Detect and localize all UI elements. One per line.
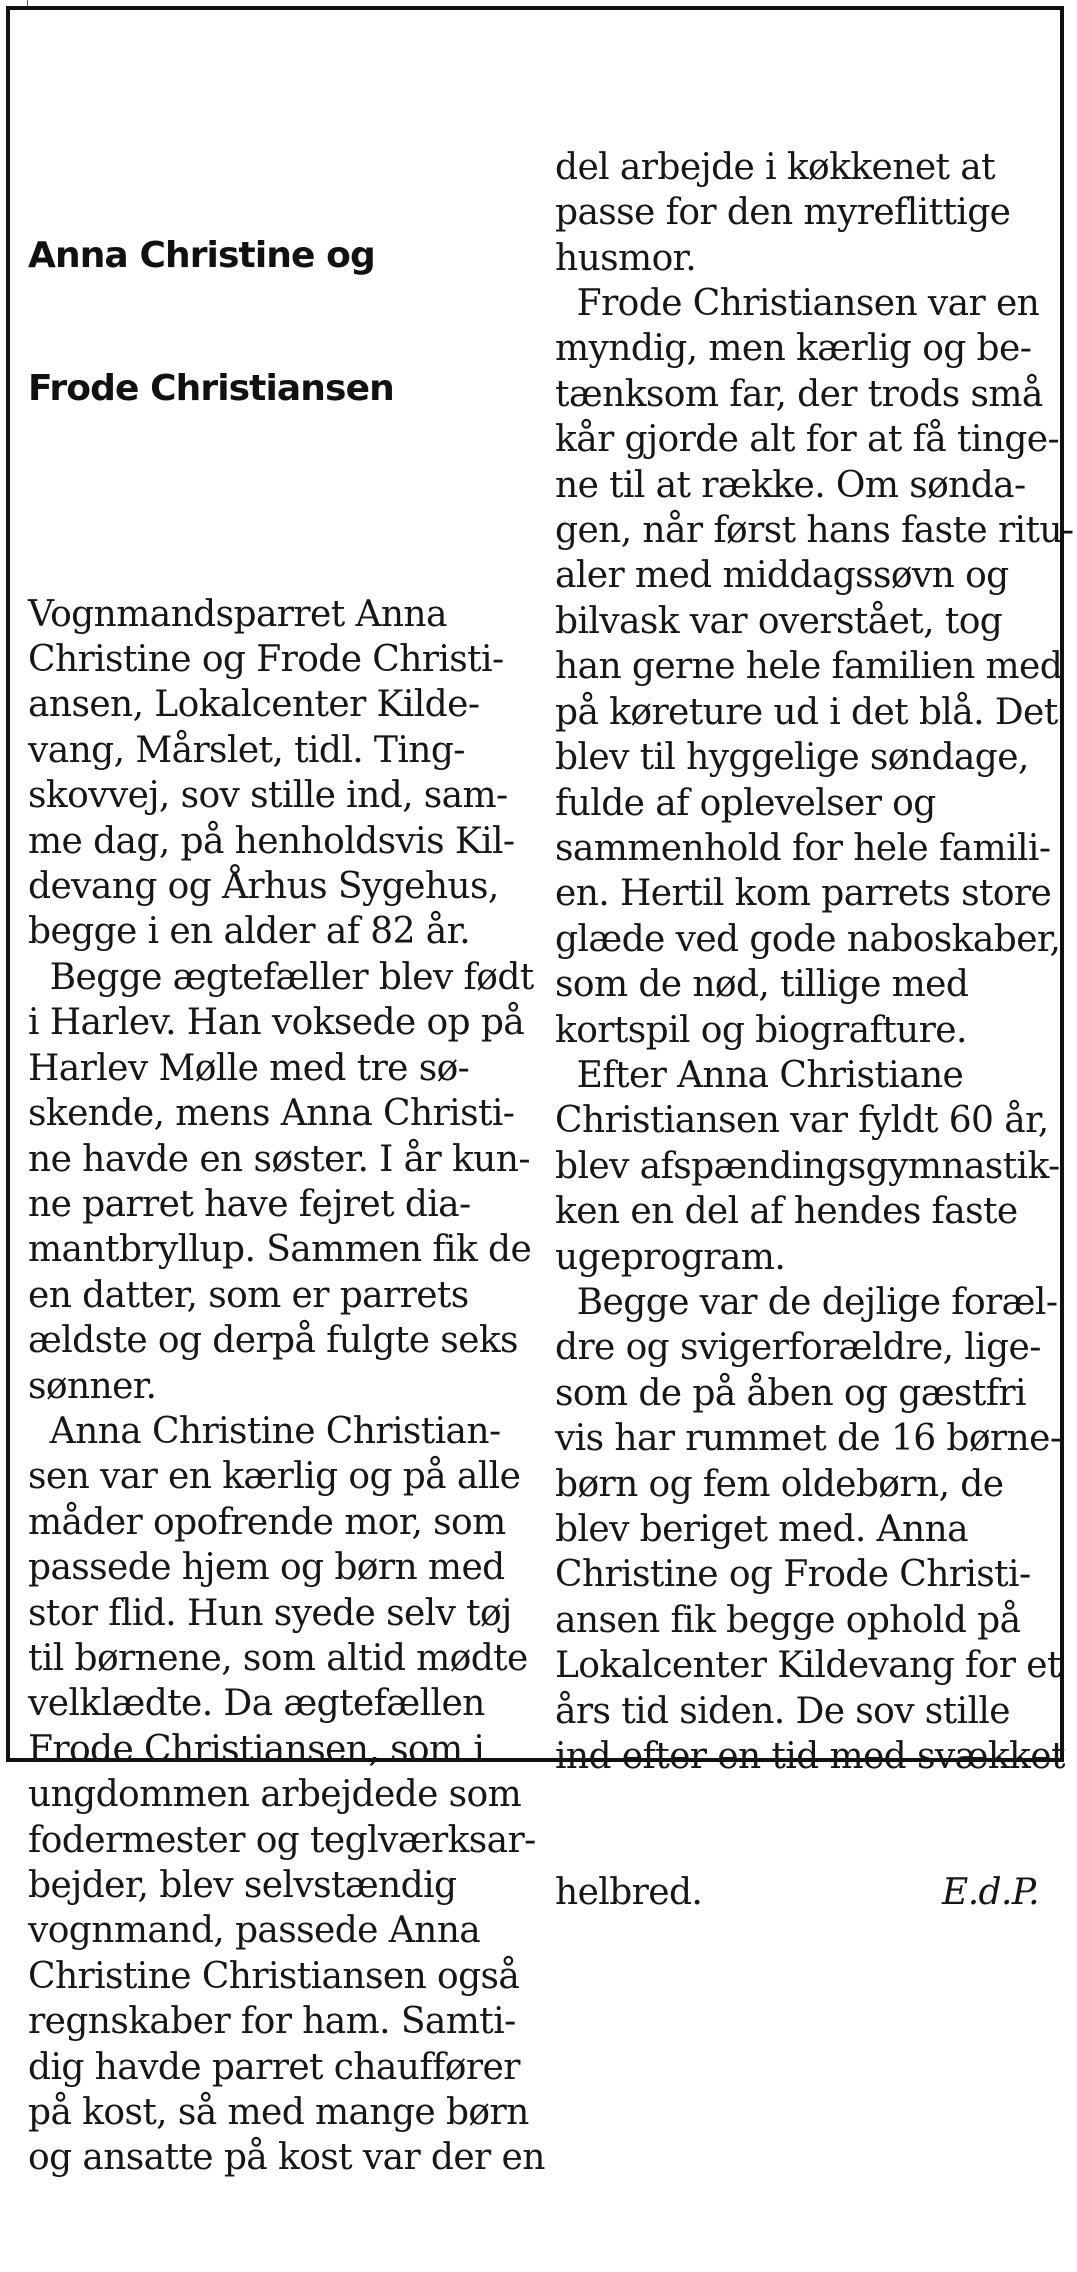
text-line: passe for den myreflittige xyxy=(555,192,1011,234)
text-line: kortspil og biografture. xyxy=(555,1009,967,1051)
text-line: sønner. xyxy=(28,1365,157,1407)
text-line: en. Hertil kom parrets store xyxy=(555,873,1052,915)
closing-row xyxy=(555,1870,1045,1915)
right-column xyxy=(555,54,1074,2006)
text-line: på kost, så med mange børn xyxy=(28,2092,529,2134)
text-line: i Harlev. Han voksede op på xyxy=(28,1002,525,1044)
text-line: ungdommen arbejdede som xyxy=(28,1774,522,1816)
text-line: Harlev Mølle med tre sø- xyxy=(28,1047,470,1089)
left-column-body xyxy=(28,592,545,2181)
text-line: me dag, på henholdsvis Kil- xyxy=(28,820,515,862)
text-line: som de nød, tillige med xyxy=(555,964,969,1006)
text-line: Efter Anna Christiane xyxy=(555,1054,964,1096)
text-line: Christine og Frode Christi- xyxy=(28,639,504,681)
text-line: vis har rummet de 16 børne- xyxy=(555,1418,1062,1460)
text-line: ne havde en søster. I år kun- xyxy=(28,1138,530,1180)
text-line: vognmand, passede Anna xyxy=(28,1910,481,1952)
newspaper-clipping xyxy=(6,6,1074,2179)
text-line: ugeprogram. xyxy=(555,1236,786,1278)
text-line: mantbryllup. Sammen fik de xyxy=(28,1229,532,1271)
text-line: gen, når først hans faste ritu- xyxy=(555,510,1074,552)
text-line: ansen, Lokalcenter Kilde- xyxy=(28,684,480,726)
text-line: begge i en alder af 82 år. xyxy=(28,911,471,953)
author-signature: E.d.P. xyxy=(942,1872,1039,1914)
text-line: sen var en kærlig og på alle xyxy=(28,1456,521,1498)
text-line: vang, Mårslet, tidl. Ting- xyxy=(28,729,465,771)
text-line: ne parret have fejret dia- xyxy=(28,1183,471,1225)
left-column xyxy=(28,54,545,2272)
headline-line: Anna Christine og xyxy=(28,234,375,276)
text-line: han gerne hele familien med xyxy=(555,646,1063,688)
text-line: husmor. xyxy=(555,237,697,279)
text-line: bejder, blev selvstændig xyxy=(28,1865,457,1906)
text-line: børn og fem oldebørn, de xyxy=(555,1463,1004,1505)
text-line: glæde ved gode naboskaber, xyxy=(555,918,1061,960)
text-line: fulde af oplevelser og xyxy=(555,782,936,824)
text-line: myndig, men kærlig og be- xyxy=(555,328,1032,370)
text-line: fodermester og teglværksar- xyxy=(28,1819,536,1861)
text-line: ind efter en tid med svækket xyxy=(555,1736,1065,1778)
text-line: måder opofrende mor, som xyxy=(28,1501,506,1543)
text-line: tænksom far, der trods små xyxy=(555,373,1043,415)
text-line: års tid siden. De sov stille xyxy=(555,1690,1010,1732)
headline xyxy=(28,145,518,501)
text-line: ne til at række. Om sønda- xyxy=(555,464,1026,506)
text-line: velklædte. Da ægtefællen xyxy=(28,1683,485,1725)
text-line: Christiansen var fyldt 60 år, xyxy=(555,1100,1049,1142)
text-line: aler med middagssøvn og xyxy=(555,555,1009,597)
text-line: som de på åben og gæstfri xyxy=(555,1372,1026,1414)
closing-line: helbred. xyxy=(555,1872,703,1914)
headline-line: Frode Christiansen xyxy=(28,368,394,410)
text-line: Lokalcenter Kildevang for et xyxy=(555,1645,1061,1687)
text-line: ansen fik begge ophold på xyxy=(555,1599,1021,1641)
text-line: ældste og derpå fulgte seks xyxy=(28,1320,518,1362)
text-line: Frode Christiansen, som i xyxy=(28,1728,485,1770)
text-line: Vognmandsparret Anna xyxy=(28,593,447,635)
text-line: stor flid. Hun syede selv tøj xyxy=(28,1592,512,1634)
text-line: på køreture ud i det blå. Det xyxy=(555,691,1058,733)
text-line: dre og svigerforældre, lige- xyxy=(555,1327,1041,1369)
text-line: Begge ægtefæller blev født xyxy=(28,956,534,998)
text-line: og ansatte på kost var der en xyxy=(28,2137,545,2179)
text-line: bilvask var overstået, tog xyxy=(555,600,1003,642)
text-line: Christine Christiansen også xyxy=(28,1955,520,1997)
text-line: en datter, som er parrets xyxy=(28,1274,469,1316)
text-line: skovvej, sov stille ind, sam- xyxy=(28,775,508,817)
text-line: Frode Christiansen var en xyxy=(555,283,1040,325)
text-line: del arbejde i køkkenet at xyxy=(555,146,995,188)
text-line: ken en del af hendes faste xyxy=(555,1191,1018,1233)
text-line: blev til hyggelige søndage, xyxy=(555,737,1029,779)
text-line: Begge var de dejlige foræl- xyxy=(555,1281,1058,1323)
text-line: kår gjorde alt for at få tinge- xyxy=(555,419,1060,461)
text-line: Christine og Frode Christi- xyxy=(555,1554,1031,1596)
text-line: skende, mens Anna Christi- xyxy=(28,1093,515,1135)
text-line: sammenhold for hele famili- xyxy=(555,827,1051,869)
text-line: Anna Christine Christian- xyxy=(28,1410,501,1452)
right-column-body xyxy=(555,145,1074,1780)
text-line: til børnene, som altid mødte xyxy=(28,1637,528,1679)
text-line: dig havde parret chauffører xyxy=(28,2046,520,2088)
text-line: passede hjem og børn med xyxy=(28,1547,505,1589)
text-line: regnskaber for ham. Samti- xyxy=(28,2001,516,2043)
text-line: blev afspændingsgymnastik- xyxy=(555,1145,1060,1187)
text-line: devang og Århus Sygehus, xyxy=(28,866,499,908)
text-line: blev beriget med. Anna xyxy=(555,1509,968,1550)
